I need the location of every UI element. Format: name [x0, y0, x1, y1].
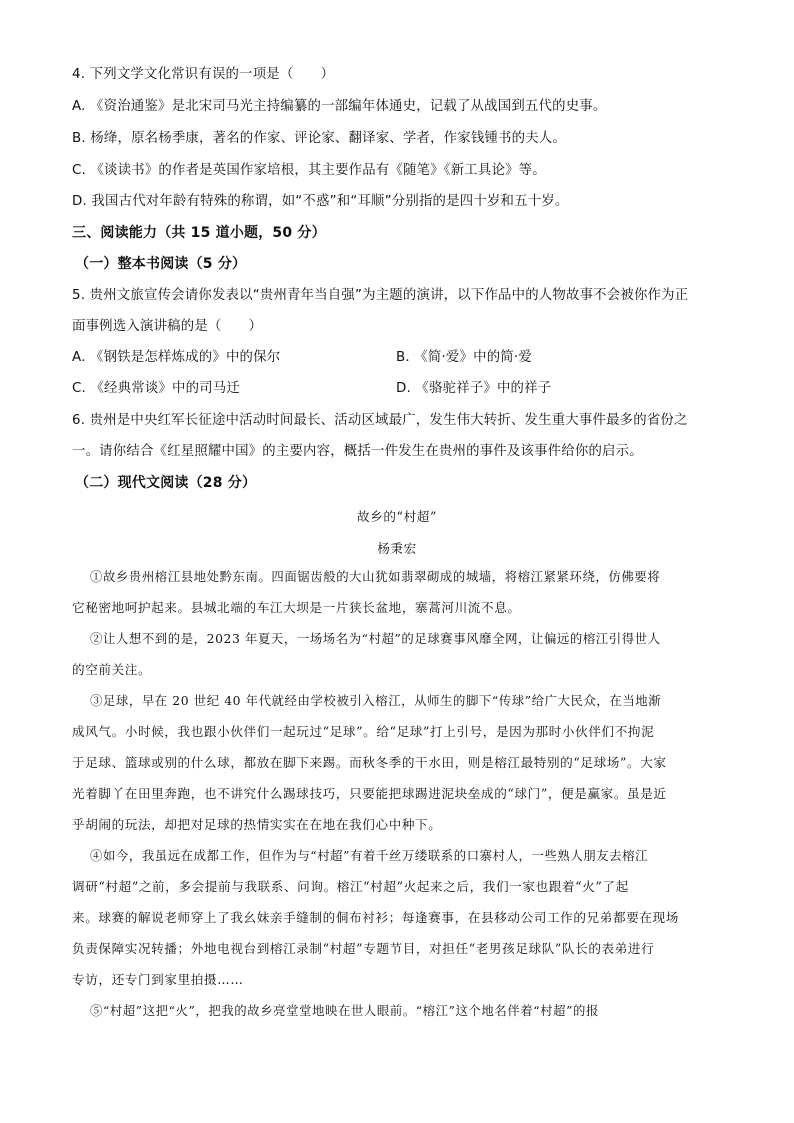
- q4-stem: 4. 下列文学文化常识有误的一项是（ ）: [72, 67, 335, 82]
- q5-option-d: D. 《骆驼祥子》中的祥子: [396, 381, 552, 396]
- article-line: 的空前关注。: [72, 662, 152, 677]
- article-line: 于足球、篮球或别的什么球，都放在脚下来踢。而秋冬季的干水田，则是榕江最特别的“足球场”。大家: [72, 755, 667, 770]
- q5-stem-line1: 5. 贵州文旅宣传会请你发表以“贵州青年当自强”为主题的演讲，以下作品中的人物故事不会被你作为正: [72, 288, 689, 303]
- article-line: ②让人想不到的是，2023 年夏天，一场场名为“村超”的足球赛事风靡全网，让偏远的榕江引得世人: [90, 632, 661, 646]
- article-line: 乎胡闹的玩法，却把对足球的热情实实在在地在我们心中种下。: [72, 817, 442, 832]
- q4-option-d: D. 我国古代对年龄有特殊的称谓，如“不惑”和“耳顺”分别指的是四十岁和五十岁。: [72, 194, 569, 209]
- article-line: ③足球，早在 20 世纪 40 年代就经由学校被引入榕江，从师生的脚下“传球”给广大民众，在当地渐: [90, 694, 662, 708]
- q4-option-c: C. 《谈读书》的作者是英国作家培根，其主要作品有《随笔》《新工具论》等。: [72, 163, 546, 178]
- article-line: 调研“村超”之前，多会提前与我联系、问询。榕江“村超”火起来之后，我们一家也跟着“火”了起: [72, 879, 629, 894]
- part2-title: （二）现代文阅读（28 分）: [75, 475, 257, 491]
- article-author: 杨秉宏: [377, 541, 417, 556]
- article-title: 故乡的“村超”: [356, 509, 438, 524]
- q5-option-b: B. 《简·爱》中的简·爱: [396, 350, 532, 365]
- article-line: 它秘密地呵护起来。县城北端的车江大坝是一片狭长盆地，寨蒿河川流不息。: [72, 600, 521, 615]
- article-line: ①故乡贵州榕江县地处黔东南。四面锯齿般的大山犹如翡翠砌成的城墙，将榕江紧紧环绕，仿佛要将: [90, 570, 661, 584]
- q5-option-row2: [72, 374, 722, 404]
- article-line: 光着脚丫在田里奔跑，也不讲究什么踢球技巧，只要能把球踢进泥块垒成的“球门”，便是赢家。虽是近: [72, 786, 667, 801]
- article-line: ④如今，我虽远在成都工作，但作为与“村超”有着千丝万缕联系的口寨村人，一些熟人朋友去榕江: [90, 849, 649, 863]
- q6-line2: 一。请你结合《红星照耀中国》的主要内容，概括一件发生在贵州的事件及该事件给你的启示。: [72, 444, 643, 459]
- article-line: 专访，还专门到家里拍摄……: [72, 972, 244, 987]
- q5-option-a: A. 《钢铁是怎样炼成的》中的保尔: [72, 350, 281, 365]
- q6-line1: 6. 贵州是中央红军长征途中活动时间最长、活动区域最广，发生伟大转折、发生重大事件最多的省份之: [72, 413, 688, 428]
- q5-stem-line2: 面事例选入演讲稿的是（ ）: [72, 319, 263, 334]
- article-line: 来。球赛的解说老师穿上了我幺妹亲手缝制的侗布衬衫；每逢赛事，在县移动公司工作的兄弟都要在现场: [72, 910, 679, 925]
- q5-option-c: C. 《经典常谈》中的司马迁: [72, 381, 240, 396]
- q4-option-b: B. 杨绛，原名杨季康，著名的作家、评论家、翻译家、学者，作家钱锺书的夫人。: [72, 131, 566, 146]
- article-line: ⑤“村超”这把“火”，把我的故乡亮堂堂地映在世人眼前。“榕江”这个地名伴着“村超”的报: [90, 1004, 599, 1018]
- q5-option-row1: [72, 343, 722, 373]
- article-line: 负责保障实况转播；外地电视台到榕江录制“村超”专题节目，对担任“老男孩足球队”队长的表弟进行: [72, 941, 655, 956]
- part1-title: （一）整本书阅读（5 分）: [75, 256, 247, 272]
- q4-option-a: A. 《资治通鉴》是北宋司马光主持编纂的一部编年体通史，记载了从战国到五代的史事。: [72, 99, 607, 114]
- section-title: 三、阅读能力（共 15 道小题，50 分）: [72, 225, 326, 241]
- article-line: 成风气。小时候，我也跟小伙伴们一起玩过“足球”。给“足球”打上引号，是因为那时小伙伴们不拘泥: [72, 724, 655, 739]
